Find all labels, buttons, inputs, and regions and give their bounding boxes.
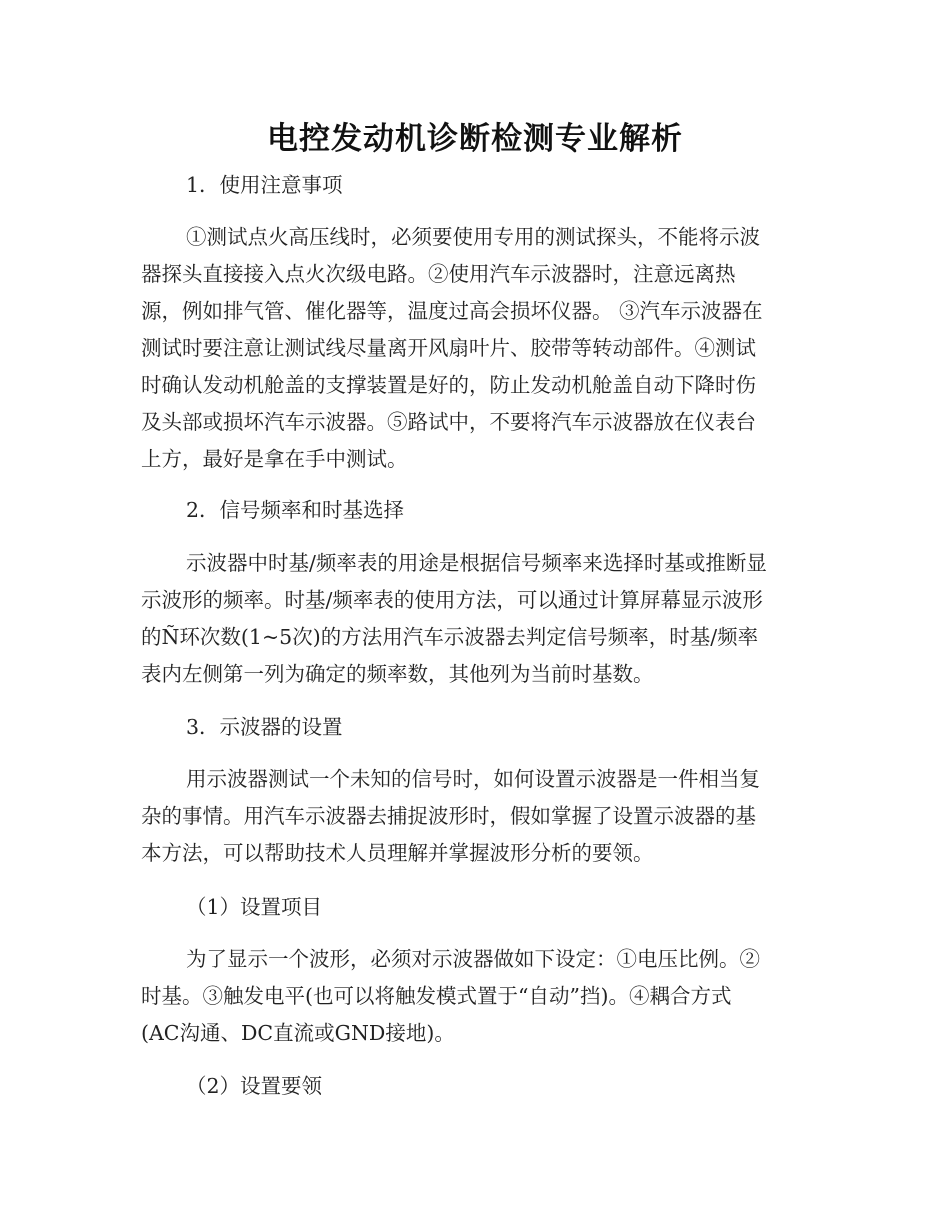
paragraph-line: ①测试点火高压线时，必须要使用专用的测试探头，不能将示波: [186, 225, 760, 249]
section-heading-2: 2．信号频率和时基选择: [186, 498, 405, 522]
paragraph-line: 为了显示一个波形，必须对示波器做如下设定：①电压比例。②: [186, 947, 760, 971]
paragraph-line: 杂的事情。用汽车示波器去捕捉波形时，假如掌握了设置示波器的基: [141, 804, 756, 828]
paragraph-line: 示波器中时基/频率表的用途是根据信号频率来选择时基或推断显: [186, 551, 767, 575]
page-title: 电控发动机诊断检测专业解析: [267, 121, 683, 157]
subsection-heading-2: （2）设置要领: [186, 1074, 323, 1098]
paragraph-line: 表内左侧第一列为确定的频率数，其他列为当前时基数。: [141, 662, 654, 686]
subsection-heading-1: （1）设置项目: [186, 895, 323, 919]
paragraph-line: 示波形的频率。时基/频率表的使用方法，可以通过计算屏幕显示波形: [141, 588, 763, 612]
paragraph-line: 的Ñ环次数(1~5次)的方法用汽车示波器去判定信号频率，时基/频率: [141, 625, 759, 649]
paragraph-line: 本方法，可以帮助技术人员理解并掌握波形分析的要领。: [141, 841, 654, 865]
paragraph-line: 时基。③触发电平(也可以将触发模式置于“自动”挡)。④耦合方式: [141, 984, 732, 1008]
section-heading-1: 1．使用注意事项: [186, 173, 343, 197]
paragraph-line: 测试时要注意让测试线尽量离开风扇叶片、胶带等转动部件。④测试: [141, 336, 756, 360]
paragraph-line: 源，例如排气管、催化器等，温度过高会损坏仪器。 ③汽车示波器在: [141, 299, 763, 323]
section-heading-3: 3．示波器的设置: [186, 715, 343, 739]
paragraph-line: 及头部或损坏汽车示波器。⑤路试中，不要将汽车示波器放在仪表台: [141, 410, 756, 434]
paragraph-line: (AC沟通、DC直流或GND接地)。: [141, 1021, 455, 1045]
paragraph-line: 上方，最好是拿在手中测试。: [141, 447, 408, 471]
paragraph-line: 用示波器测试一个未知的信号时，如何设置示波器是一件相当复: [186, 767, 760, 791]
paragraph-line: 器探头直接接入点火次级电路。②使用汽车示波器时，注意远离热: [141, 262, 736, 286]
paragraph-line: 时确认发动机舱盖的支撑装置是好的，防止发动机舱盖自动下降时伤: [141, 373, 756, 397]
